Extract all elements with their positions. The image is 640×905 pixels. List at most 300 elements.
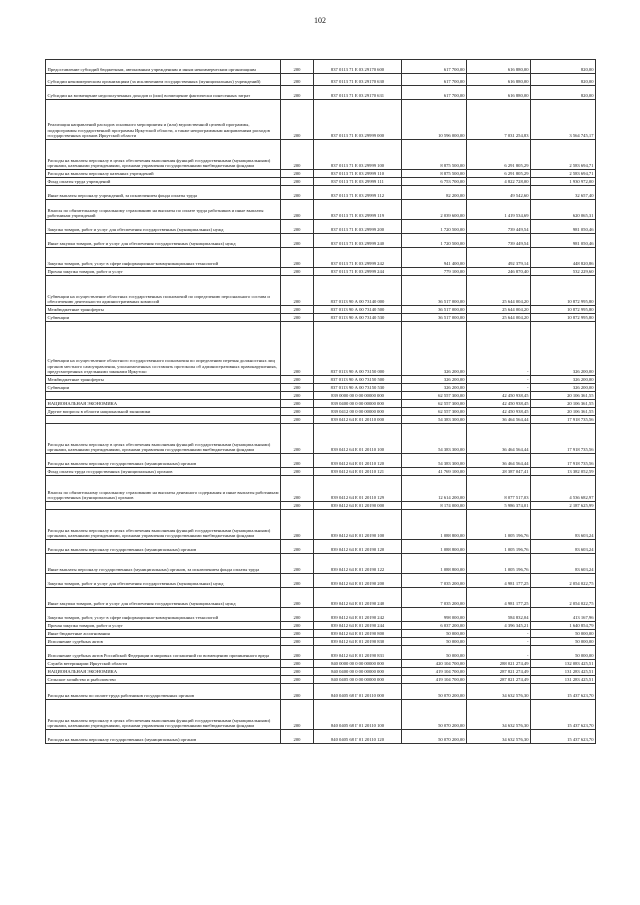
row-budget-code: 839 0412 64 Е 01 20190 830 bbox=[314, 638, 402, 646]
table-row bbox=[46, 476, 596, 502]
row-executed-amount: 739 449,54 bbox=[467, 220, 531, 234]
row-line-code: 200 bbox=[281, 234, 314, 248]
row-executed-amount: 492 379,14 bbox=[467, 248, 531, 268]
table-row bbox=[46, 306, 596, 314]
row-approved-amount: 617 700,00 bbox=[402, 74, 467, 86]
table-row bbox=[46, 588, 596, 608]
row-approved-amount: 998 000,00 bbox=[402, 608, 467, 622]
table-row bbox=[46, 86, 596, 100]
row-budget-code: 839 0412 64 Е 01 20110 129 bbox=[314, 476, 402, 502]
row-executed-amount: - bbox=[467, 322, 531, 376]
row-executed-amount: 36 464 564,44 bbox=[467, 416, 531, 424]
row-unexecuted-amount: 17 918 735,56 bbox=[531, 454, 596, 468]
row-line-code: 200 bbox=[281, 608, 314, 622]
row-approved-amount: 8 174 000,00 bbox=[402, 502, 467, 510]
row-budget-code: 837 0113 71 Е 03 29999 200 bbox=[314, 220, 402, 234]
row-approved-amount: 2 039 600,00 bbox=[402, 200, 467, 220]
row-line-code: 200 bbox=[281, 676, 314, 684]
row-unexecuted-amount: 326 200,00 bbox=[531, 384, 596, 392]
row-line-code: 200 bbox=[281, 322, 314, 376]
row-unexecuted-amount: 1 640 854,79 bbox=[531, 622, 596, 630]
row-line-code: 200 bbox=[281, 400, 314, 408]
row-executed-amount: 1 419 534,69 bbox=[467, 200, 531, 220]
table-row bbox=[46, 392, 596, 400]
row-approved-amount: 41 769 100,00 bbox=[402, 468, 467, 476]
row-executed-amount: - bbox=[467, 630, 531, 638]
row-approved-amount: 50 000,00 bbox=[402, 630, 467, 638]
row-line-code: 200 bbox=[281, 376, 314, 384]
row-name: Расходы на выплаты персоналу в целях обеспечения выполнения функций государственными (муниципальными) органами, казенными учреждениями, органами управления государственными внебюджетными фондами bbox=[46, 700, 281, 730]
row-line-code: 200 bbox=[281, 646, 314, 660]
row-name bbox=[46, 502, 281, 510]
row-unexecuted-amount: 10 872 995,80 bbox=[531, 276, 596, 306]
row-line-code: 200 bbox=[281, 424, 314, 454]
row-approved-amount: 8 875 500,00 bbox=[402, 170, 467, 178]
row-line-code: 200 bbox=[281, 554, 314, 574]
table-row bbox=[46, 684, 596, 700]
row-approved-amount: 941 400,00 bbox=[402, 248, 467, 268]
row-approved-amount: 1 088 800,00 bbox=[402, 510, 467, 540]
row-unexecuted-amount: 50 000,00 bbox=[531, 638, 596, 646]
row-unexecuted-amount: 131 283 425,51 bbox=[531, 668, 596, 676]
row-line-code: 200 bbox=[281, 220, 314, 234]
row-budget-code: 837 0113 90 А 00 73140 500 bbox=[314, 306, 402, 314]
row-name: Субсидии некоммерческим организациям (за исключением государственных (муниципальных) учреждений) bbox=[46, 74, 281, 86]
row-executed-amount: 6 291 805,29 bbox=[467, 140, 531, 170]
row-approved-amount: 36 517 000,00 bbox=[402, 306, 467, 314]
row-line-code: 200 bbox=[281, 248, 314, 268]
row-budget-code: 839 0000 00 0 00 00000 000 bbox=[314, 392, 402, 400]
row-line-code: 200 bbox=[281, 100, 314, 140]
row-approved-amount: 617 700,00 bbox=[402, 60, 467, 74]
row-executed-amount: 616 880,00 bbox=[467, 86, 531, 100]
row-budget-code: 839 0412 64 Е 01 20110 121 bbox=[314, 468, 402, 476]
row-name: НАЦИОНАЛЬНАЯ ЭКОНОМИКА bbox=[46, 400, 281, 408]
row-line-code: 200 bbox=[281, 416, 314, 424]
row-budget-code: 839 0412 64 Е 01 20190 242 bbox=[314, 608, 402, 622]
row-approved-amount: 62 557 300,00 bbox=[402, 392, 467, 400]
row-unexecuted-amount: 20 106 361,55 bbox=[531, 392, 596, 400]
row-name: Расходы на выплаты персоналу государственных (муниципальных) органов bbox=[46, 454, 281, 468]
row-unexecuted-amount: 83 603,24 bbox=[531, 510, 596, 540]
row-executed-amount: 584 832,04 bbox=[467, 608, 531, 622]
table-row bbox=[46, 74, 596, 86]
table-row bbox=[46, 100, 596, 140]
row-unexecuted-amount: 10 872 995,80 bbox=[531, 314, 596, 322]
row-approved-amount: 1 088 800,00 bbox=[402, 540, 467, 554]
row-line-code: 200 bbox=[281, 684, 314, 700]
row-approved-amount: 419 104 700,00 bbox=[402, 668, 467, 676]
row-approved-amount: 420 104 700,00 bbox=[402, 660, 467, 668]
row-executed-amount: 7 031 254,83 bbox=[467, 100, 531, 140]
row-line-code: 200 bbox=[281, 510, 314, 540]
row-budget-code: 839 0412 64 Е 01 20190 800 bbox=[314, 630, 402, 638]
row-name: Расходы на выплаты персоналу в целях обеспечения выполнения функций государственными (муниципальными) органами, казенными учреждениями, органами управления государственными внебюджетными фондами bbox=[46, 510, 281, 540]
row-budget-code: 839 0412 64 Е 01 20190 122 bbox=[314, 554, 402, 574]
row-budget-code: 840 0405 68 Г 01 20110 120 bbox=[314, 730, 402, 744]
row-name: Прочая закупка товаров, работ и услуг bbox=[46, 268, 281, 276]
row-executed-amount: 288 021 274,49 bbox=[467, 660, 531, 668]
row-approved-amount: 54 383 300,00 bbox=[402, 454, 467, 468]
row-unexecuted-amount: 15 437 623,70 bbox=[531, 730, 596, 744]
row-line-code: 200 bbox=[281, 384, 314, 392]
table-row bbox=[46, 140, 596, 170]
row-approved-amount: 54 383 300,00 bbox=[402, 416, 467, 424]
row-budget-code: 837 0113 90 А 00 73150 000 bbox=[314, 322, 402, 376]
row-unexecuted-amount: 15 437 623,70 bbox=[531, 684, 596, 700]
row-budget-code: 837 0113 71 Е 03 29999 110 bbox=[314, 170, 402, 178]
table-row bbox=[46, 200, 596, 220]
row-name bbox=[46, 392, 281, 400]
row-budget-code: 837 0113 71 Е 03 29999 244 bbox=[314, 268, 402, 276]
row-name: Субвенции bbox=[46, 314, 281, 322]
row-approved-amount: 326 200,00 bbox=[402, 384, 467, 392]
row-executed-amount: 5 986 374,01 bbox=[467, 502, 531, 510]
row-name: Закупка товаров, работ, услуг в сфере информационно-коммуникационных технологий bbox=[46, 608, 281, 622]
table-row bbox=[46, 622, 596, 630]
row-unexecuted-amount: 413 167,96 bbox=[531, 608, 596, 622]
row-approved-amount: 50 000,00 bbox=[402, 646, 467, 660]
row-unexecuted-amount: 2 054 022,75 bbox=[531, 574, 596, 588]
row-unexecuted-amount: 448 820,86 bbox=[531, 248, 596, 268]
row-name: Иные закупки товаров, работ и услуг для обеспечения государственных (муниципальных) нужд bbox=[46, 588, 281, 608]
row-unexecuted-amount: 981 050,46 bbox=[531, 234, 596, 248]
row-executed-amount: - bbox=[467, 384, 531, 392]
row-approved-amount: 62 557 300,00 bbox=[402, 400, 467, 408]
table-row bbox=[46, 322, 596, 376]
row-name bbox=[46, 416, 281, 424]
row-executed-amount: 25 644 004,20 bbox=[467, 276, 531, 306]
row-budget-code: 840 0405 00 0 00 00000 000 bbox=[314, 676, 402, 684]
row-line-code: 200 bbox=[281, 476, 314, 502]
row-line-code: 200 bbox=[281, 186, 314, 200]
row-name: Субсидии на возмещение недополученных доходов и (или) возмещение фактически понесенных затрат bbox=[46, 86, 281, 100]
row-unexecuted-amount: 17 918 735,56 bbox=[531, 424, 596, 454]
row-line-code: 200 bbox=[281, 408, 314, 416]
row-name: Расходы на выплаты персоналу казенных учреждений bbox=[46, 170, 281, 178]
row-unexecuted-amount: 20 106 361,55 bbox=[531, 408, 596, 416]
table-row bbox=[46, 220, 596, 234]
table-row bbox=[46, 186, 596, 200]
row-line-code: 200 bbox=[281, 468, 314, 476]
row-budget-code: 839 0412 00 0 00 00000 000 bbox=[314, 408, 402, 416]
row-approved-amount: 7 035 200,00 bbox=[402, 574, 467, 588]
row-unexecuted-amount: 132 083 425,51 bbox=[531, 660, 596, 668]
row-approved-amount: 1 720 500,00 bbox=[402, 220, 467, 234]
row-unexecuted-amount: 532 229,60 bbox=[531, 268, 596, 276]
row-approved-amount: 1 720 500,00 bbox=[402, 234, 467, 248]
row-executed-amount: 4 396 345,21 bbox=[467, 622, 531, 630]
row-unexecuted-amount: 2 583 694,71 bbox=[531, 140, 596, 170]
row-line-code: 200 bbox=[281, 502, 314, 510]
row-executed-amount: 28 387 047,41 bbox=[467, 468, 531, 476]
row-budget-code: 839 0412 64 Е 01 20190 244 bbox=[314, 622, 402, 630]
row-budget-code: 837 0113 71 Е 03 29170 630 bbox=[314, 74, 402, 86]
row-line-code: 200 bbox=[281, 622, 314, 630]
row-unexecuted-amount: 1 930 972,00 bbox=[531, 178, 596, 186]
row-budget-code: 840 0405 68 Г 01 20110 000 bbox=[314, 684, 402, 700]
table-row bbox=[46, 660, 596, 668]
row-line-code: 200 bbox=[281, 588, 314, 608]
row-approved-amount: 12 614 200,00 bbox=[402, 476, 467, 502]
row-approved-amount: 6 753 700,00 bbox=[402, 178, 467, 186]
row-budget-code: 839 0412 64 Е 01 20110 120 bbox=[314, 454, 402, 468]
row-name: Расходы на выплаты персоналу государственных (муниципальных) органов bbox=[46, 730, 281, 744]
row-line-code: 200 bbox=[281, 630, 314, 638]
row-executed-amount: 246 870,40 bbox=[467, 268, 531, 276]
row-unexecuted-amount: 620 065,31 bbox=[531, 200, 596, 220]
row-name: Прочая закупка товаров, работ и услуг bbox=[46, 622, 281, 630]
row-budget-code: 837 0113 71 Е 03 29999 112 bbox=[314, 186, 402, 200]
row-name: Субвенции на осуществление областных государственных полномочий по определению персонального состава и обеспечению деятельности административных комиссий bbox=[46, 276, 281, 306]
row-line-code: 200 bbox=[281, 60, 314, 74]
row-unexecuted-amount: 10 872 995,80 bbox=[531, 306, 596, 314]
row-approved-amount: 7 035 200,00 bbox=[402, 588, 467, 608]
row-approved-amount: 36 517 000,00 bbox=[402, 314, 467, 322]
row-approved-amount: 6 037 200,00 bbox=[402, 622, 467, 630]
row-budget-code: 837 0113 71 Е 03 29999 111 bbox=[314, 178, 402, 186]
row-executed-amount: 34 632 576,30 bbox=[467, 700, 531, 730]
row-name: Закупка товаров, работ и услуг для обеспечения государственных (муниципальных) нужд bbox=[46, 220, 281, 234]
row-executed-amount: 42 450 938,45 bbox=[467, 392, 531, 400]
table-row bbox=[46, 468, 596, 476]
row-name: Взносы по обязательному социальному страхованию на выплаты денежного содержания и иные выплаты работникам государственных (муниципальных) органов bbox=[46, 476, 281, 502]
row-unexecuted-amount: 820,00 bbox=[531, 74, 596, 86]
row-executed-amount: 4 822 728,00 bbox=[467, 178, 531, 186]
row-unexecuted-amount: 17 918 735,56 bbox=[531, 416, 596, 424]
row-budget-code: 840 0400 00 0 00 00000 000 bbox=[314, 668, 402, 676]
row-budget-code: 839 0400 00 0 00 00000 000 bbox=[314, 400, 402, 408]
row-line-code: 200 bbox=[281, 638, 314, 646]
row-name: Служба ветеринарии Иркутской области bbox=[46, 660, 281, 668]
table-row bbox=[46, 638, 596, 646]
row-budget-code: 839 0412 64 Е 01 20190 831 bbox=[314, 646, 402, 660]
budget-execution-table bbox=[45, 59, 596, 744]
row-executed-amount: 25 644 004,20 bbox=[467, 314, 531, 322]
table-row bbox=[46, 730, 596, 744]
row-budget-code: 839 0412 64 Е 01 20190 120 bbox=[314, 540, 402, 554]
row-executed-amount: 34 632 576,30 bbox=[467, 730, 531, 744]
row-executed-amount: 287 821 274,49 bbox=[467, 676, 531, 684]
row-approved-amount: 8 875 500,00 bbox=[402, 140, 467, 170]
table-row bbox=[46, 700, 596, 730]
row-name: Другие вопросы в области национальной экономики bbox=[46, 408, 281, 416]
row-line-code: 200 bbox=[281, 170, 314, 178]
row-name: Субвенции bbox=[46, 384, 281, 392]
row-budget-code: 837 0113 71 Е 03 29170 600 bbox=[314, 60, 402, 74]
row-executed-amount: 36 464 564,44 bbox=[467, 454, 531, 468]
row-approved-amount: 10 596 000,00 bbox=[402, 100, 467, 140]
row-executed-amount: 739 449,54 bbox=[467, 234, 531, 248]
row-line-code: 200 bbox=[281, 730, 314, 744]
table-row bbox=[46, 676, 596, 684]
row-line-code: 200 bbox=[281, 276, 314, 306]
row-executed-amount: 36 464 564,44 bbox=[467, 424, 531, 454]
table-row bbox=[46, 668, 596, 676]
row-unexecuted-amount: 326 200,00 bbox=[531, 376, 596, 384]
row-unexecuted-amount: 83 603,24 bbox=[531, 540, 596, 554]
row-budget-code: 837 0113 71 Е 03 29999 000 bbox=[314, 100, 402, 140]
row-executed-amount: 34 632 576,30 bbox=[467, 684, 531, 700]
row-line-code: 200 bbox=[281, 306, 314, 314]
row-name: Закупка товаров, работ, услуг в сфере информационно-коммуникационных технологий bbox=[46, 248, 281, 268]
table-row bbox=[46, 540, 596, 554]
row-budget-code: 837 0113 90 А 00 73150 500 bbox=[314, 376, 402, 384]
table-row bbox=[46, 276, 596, 306]
row-approved-amount: 326 200,00 bbox=[402, 376, 467, 384]
table-row bbox=[46, 314, 596, 322]
row-executed-amount: 1 005 196,76 bbox=[467, 540, 531, 554]
row-budget-code: 837 0113 90 А 00 73140 000 bbox=[314, 276, 402, 306]
table-row bbox=[46, 170, 596, 178]
row-unexecuted-amount: 15 437 623,70 bbox=[531, 700, 596, 730]
row-line-code: 200 bbox=[281, 660, 314, 668]
row-name: Иные выплаты персоналу государственных (муниципальных) органов, за исключением фонда оплаты труда bbox=[46, 554, 281, 574]
row-unexecuted-amount: 2 054 022,75 bbox=[531, 588, 596, 608]
row-approved-amount: 617 700,00 bbox=[402, 86, 467, 100]
row-name: Расходы на выплаты по оплате труда работников государственных органов bbox=[46, 684, 281, 700]
row-name: НАЦИОНАЛЬНАЯ ЭКОНОМИКА bbox=[46, 668, 281, 676]
row-approved-amount: 82 200,00 bbox=[402, 186, 467, 200]
row-budget-code: 837 0113 71 Е 03 29170 631 bbox=[314, 86, 402, 100]
row-line-code: 200 bbox=[281, 74, 314, 86]
table-row bbox=[46, 608, 596, 622]
row-approved-amount: 326 200,00 bbox=[402, 322, 467, 376]
table-row bbox=[46, 234, 596, 248]
row-budget-code: 837 0113 71 Е 03 29999 100 bbox=[314, 140, 402, 170]
row-line-code: 200 bbox=[281, 668, 314, 676]
row-approved-amount: 62 557 300,00 bbox=[402, 408, 467, 416]
table-row bbox=[46, 248, 596, 268]
row-executed-amount: 616 880,00 bbox=[467, 60, 531, 74]
row-line-code: 200 bbox=[281, 86, 314, 100]
table-row bbox=[46, 408, 596, 416]
row-approved-amount: 50 000,00 bbox=[402, 638, 467, 646]
row-unexecuted-amount: 83 603,24 bbox=[531, 554, 596, 574]
row-name: Иные бюджетные ассигнования bbox=[46, 630, 281, 638]
row-executed-amount: 4 981 177,25 bbox=[467, 574, 531, 588]
row-budget-code: 839 0412 64 Е 01 20190 240 bbox=[314, 588, 402, 608]
row-name: Фонд оплаты труда учреждений bbox=[46, 178, 281, 186]
row-executed-amount: 49 542,60 bbox=[467, 186, 531, 200]
row-executed-amount: 287 821 274,49 bbox=[467, 668, 531, 676]
row-name: Иные выплаты персоналу учреждений, за исключением фонда оплаты труда bbox=[46, 186, 281, 200]
row-name: Расходы на выплаты персоналу государственных (муниципальных) органов bbox=[46, 540, 281, 554]
row-unexecuted-amount: 820,00 bbox=[531, 86, 596, 100]
row-budget-code: 837 0113 90 А 00 73140 530 bbox=[314, 314, 402, 322]
table-row bbox=[46, 510, 596, 540]
row-name: Взносы по обязательному социальному страхованию на выплаты по оплате труда работников и иные выплаты работникам учреждений bbox=[46, 200, 281, 220]
table-row bbox=[46, 416, 596, 424]
row-executed-amount: 1 005 196,76 bbox=[467, 554, 531, 574]
row-approved-amount: 50 070 200,00 bbox=[402, 700, 467, 730]
row-budget-code: 837 0113 71 Е 03 29999 240 bbox=[314, 234, 402, 248]
row-line-code: 200 bbox=[281, 574, 314, 588]
row-line-code: 200 bbox=[281, 200, 314, 220]
table-row bbox=[46, 554, 596, 574]
row-executed-amount: 1 005 196,76 bbox=[467, 510, 531, 540]
row-name: Предоставление субсидий бюджетным, автономным учреждениям и иным некоммерческим организациям bbox=[46, 60, 281, 74]
row-unexecuted-amount: 50 000,00 bbox=[531, 646, 596, 660]
row-executed-amount: 616 880,00 bbox=[467, 74, 531, 86]
table-row bbox=[46, 384, 596, 392]
row-approved-amount: 54 383 300,00 bbox=[402, 424, 467, 454]
table-row bbox=[46, 502, 596, 510]
row-unexecuted-amount: 2 187 625,99 bbox=[531, 502, 596, 510]
row-approved-amount: 1 088 800,00 bbox=[402, 554, 467, 574]
row-executed-amount: 4 981 177,25 bbox=[467, 588, 531, 608]
row-unexecuted-amount: 32 657,40 bbox=[531, 186, 596, 200]
table-row bbox=[46, 424, 596, 454]
row-executed-amount: - bbox=[467, 376, 531, 384]
row-name: Межбюджетные трансферты bbox=[46, 306, 281, 314]
row-executed-amount: 42 450 938,45 bbox=[467, 400, 531, 408]
row-approved-amount: 36 517 000,00 bbox=[402, 276, 467, 306]
row-unexecuted-amount: 981 050,46 bbox=[531, 220, 596, 234]
table-row bbox=[46, 178, 596, 186]
row-line-code: 200 bbox=[281, 268, 314, 276]
row-budget-code: 840 0405 68 Г 01 20110 100 bbox=[314, 700, 402, 730]
row-approved-amount: 419 104 700,00 bbox=[402, 676, 467, 684]
row-line-code: 200 bbox=[281, 178, 314, 186]
row-line-code: 200 bbox=[281, 314, 314, 322]
row-approved-amount: 50 070 200,00 bbox=[402, 730, 467, 744]
row-executed-amount: - bbox=[467, 638, 531, 646]
row-budget-code: 840 0000 00 0 00 00000 000 bbox=[314, 660, 402, 668]
page-number: 102 bbox=[314, 16, 326, 25]
row-executed-amount: - bbox=[467, 646, 531, 660]
row-name: Закупка товаров, работ и услуг для обеспечения государственных (муниципальных) нужд bbox=[46, 574, 281, 588]
row-name: Сельское хозяйство и рыболовство bbox=[46, 676, 281, 684]
row-unexecuted-amount: 13 382 052,59 bbox=[531, 468, 596, 476]
row-budget-code: 837 0113 71 Е 03 29999 242 bbox=[314, 248, 402, 268]
table-row bbox=[46, 630, 596, 638]
row-approved-amount: 50 070 200,00 bbox=[402, 684, 467, 700]
row-unexecuted-amount: 4 536 682,97 bbox=[531, 476, 596, 502]
row-name: Исполнение судебных актов bbox=[46, 638, 281, 646]
table-row bbox=[46, 574, 596, 588]
row-unexecuted-amount: 20 106 361,55 bbox=[531, 400, 596, 408]
row-line-code: 200 bbox=[281, 700, 314, 730]
table-row bbox=[46, 646, 596, 660]
table-row bbox=[46, 376, 596, 384]
table-row bbox=[46, 60, 596, 74]
row-budget-code: 839 0412 64 Е 01 20190 000 bbox=[314, 502, 402, 510]
row-executed-amount: 25 644 004,20 bbox=[467, 306, 531, 314]
row-budget-code: 839 0412 64 Е 01 20190 200 bbox=[314, 574, 402, 588]
row-executed-amount: 42 450 938,45 bbox=[467, 408, 531, 416]
table-row bbox=[46, 268, 596, 276]
row-name: Расходы на выплаты персоналу в целях обеспечения выполнения функций государственными (муниципальными) органами, казенными учреждениями, органами управления государственными внебюджетными фондами bbox=[46, 424, 281, 454]
row-name: Расходы на выплаты персоналу в целях обеспечения выполнения функций государственными (муниципальными) органами, казенными учреждениями, органами управления государственными внебюджетными фондами bbox=[46, 140, 281, 170]
row-unexecuted-amount: 2 583 694,71 bbox=[531, 170, 596, 178]
row-unexecuted-amount: 131 283 425,51 bbox=[531, 676, 596, 684]
table-row bbox=[46, 400, 596, 408]
row-budget-code: 837 0113 71 Е 03 29999 119 bbox=[314, 200, 402, 220]
row-line-code: 200 bbox=[281, 454, 314, 468]
row-name: Фонд оплаты труда государственных (муниципальных) органов bbox=[46, 468, 281, 476]
row-budget-code: 839 0412 64 Е 01 20190 100 bbox=[314, 510, 402, 540]
row-name: Реализация направлений расходов основного мероприятия и (или) ведомственной целевой программы, подпрограммы государственной программы Иркутской области, а также непрограммным направлениям расходов государственных органов Иркутской области bbox=[46, 100, 281, 140]
row-budget-code: 839 0412 64 Е 01 20110 100 bbox=[314, 424, 402, 454]
row-line-code: 200 bbox=[281, 540, 314, 554]
row-unexecuted-amount: 3 564 745,17 bbox=[531, 100, 596, 140]
row-executed-amount: 6 291 805,29 bbox=[467, 170, 531, 178]
row-name: Исполнение судебных актов Российской Федерации и мировых соглашений по возмещению причиненного вреда bbox=[46, 646, 281, 660]
table-row bbox=[46, 454, 596, 468]
row-name: Субвенции на осуществление областного государственного полномочия по определению перечня должностных лиц органов местного самоуправления, уполномоченных составлять протоколы об административных правонарушениях, предусмотренных отдельными законами Иркутско bbox=[46, 322, 281, 376]
row-name: Межбюджетные трансферты bbox=[46, 376, 281, 384]
